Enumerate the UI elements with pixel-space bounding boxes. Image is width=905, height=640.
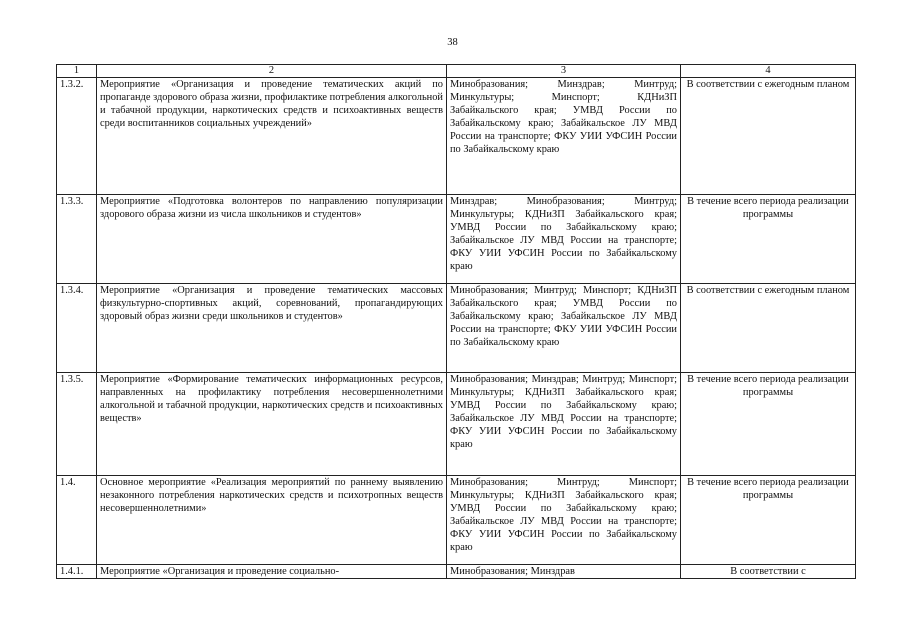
table-row bbox=[57, 284, 856, 373]
header-col-2: 2 bbox=[97, 65, 447, 78]
executors: Минобразования; Минздрав; Минтруд; Минкультуры; Минспорт; КДНиЗП Забайкальского края; УМВД России по Забайкальскому краю; Забайкальское ЛУ МВД России на транспорте; ФКУ УИИ УФСИН России по Забайкальскому краю bbox=[447, 78, 681, 195]
table-row bbox=[57, 565, 856, 579]
term: В течение всего периода реализации программы bbox=[681, 195, 856, 284]
executors: Минобразования; Минздрав bbox=[447, 565, 681, 579]
row-number: 1.3.2. bbox=[57, 78, 97, 195]
header-col-1: 1 bbox=[57, 65, 97, 78]
term: В течение всего периода реализации программы bbox=[681, 476, 856, 565]
row-number: 1.3.4. bbox=[57, 284, 97, 373]
table-row bbox=[57, 476, 856, 565]
executors: Минобразования; Минздрав; Минтруд; Минспорт; Минкультуры; КДНиЗП Забайкальского края; УМВД России по Забайкальскому краю; Забайкальское ЛУ МВД России на транспорте; ФКУ УИИ УФСИН России по Забайкальскому краю bbox=[447, 373, 681, 476]
measure-name: Мероприятие «Организация и проведение социально- bbox=[97, 565, 447, 579]
measure-name: Основное мероприятие «Реализация мероприятий по раннему выявлению незаконного потребления наркотических средств и психотропных веществ несовершеннолетними» bbox=[97, 476, 447, 565]
term: В течение всего периода реализации программы bbox=[681, 373, 856, 476]
measure-name: Мероприятие «Организация и проведение тематических массовых физкультурно-спортивных акций, соревнований, пропагандирующих здоровый образ жизни среди школьников и студентов» bbox=[97, 284, 447, 373]
table-row bbox=[57, 195, 856, 284]
table-row bbox=[57, 78, 856, 195]
measure-name: Мероприятие «Формирование тематических информационных ресурсов, направленных на профилактику потребления несовершеннолетними алкогольной и табачной продукции, наркотических средств и психоактивных веществ» bbox=[97, 373, 447, 476]
row-number: 1.4. bbox=[57, 476, 97, 565]
table-header-row bbox=[57, 65, 856, 78]
row-number: 1.3.5. bbox=[57, 373, 97, 476]
executors: Минобразования; Минтруд; Минспорт; Минкультуры; КДНиЗП Забайкальского края; УМВД России по Забайкальскому краю; Забайкальское ЛУ МВД России на транспорте; ФКУ УИИ УФСИН России по Забайкальскому краю bbox=[447, 476, 681, 565]
executors: Минобразования; Минтруд; Минспорт; КДНиЗП Забайкальского края; УМВД России по Забайкальскому краю; Забайкальское ЛУ МВД России на транспорте; ФКУ УИИ УФСИН России по Забайкальскому краю bbox=[447, 284, 681, 373]
row-number: 1.4.1. bbox=[57, 565, 97, 579]
measure-name: Мероприятие «Подготовка волонтеров по направлению популяризации здорового образа жизни из числа школьников и студентов» bbox=[97, 195, 447, 284]
page-number: 38 bbox=[447, 37, 458, 48]
program-table bbox=[56, 64, 856, 579]
measure-name: Мероприятие «Организация и проведение тематических акций по пропаганде здорового образа жизни, профилактике потребления алкогольной и табачной продукции, наркотических средств и психоактивных веществ среди воспитанников социальных учреждений» bbox=[97, 78, 447, 195]
header-col-3: 3 bbox=[447, 65, 681, 78]
header-col-4: 4 bbox=[681, 65, 856, 78]
executors: Минздрав; Минобразования; Минтруд; Минкультуры; КДНиЗП Забайкальского края; УМВД России по Забайкальскому краю; Забайкальское ЛУ МВД России на транспорте; ФКУ УИИ УФСИН России по Забайкальскому краю bbox=[447, 195, 681, 284]
row-number: 1.3.3. bbox=[57, 195, 97, 284]
term: В соответствии с bbox=[681, 565, 856, 579]
term: В соответствии с ежегодным планом bbox=[681, 78, 856, 195]
table-row bbox=[57, 373, 856, 476]
term: В соответствии с ежегодным планом bbox=[681, 284, 856, 373]
